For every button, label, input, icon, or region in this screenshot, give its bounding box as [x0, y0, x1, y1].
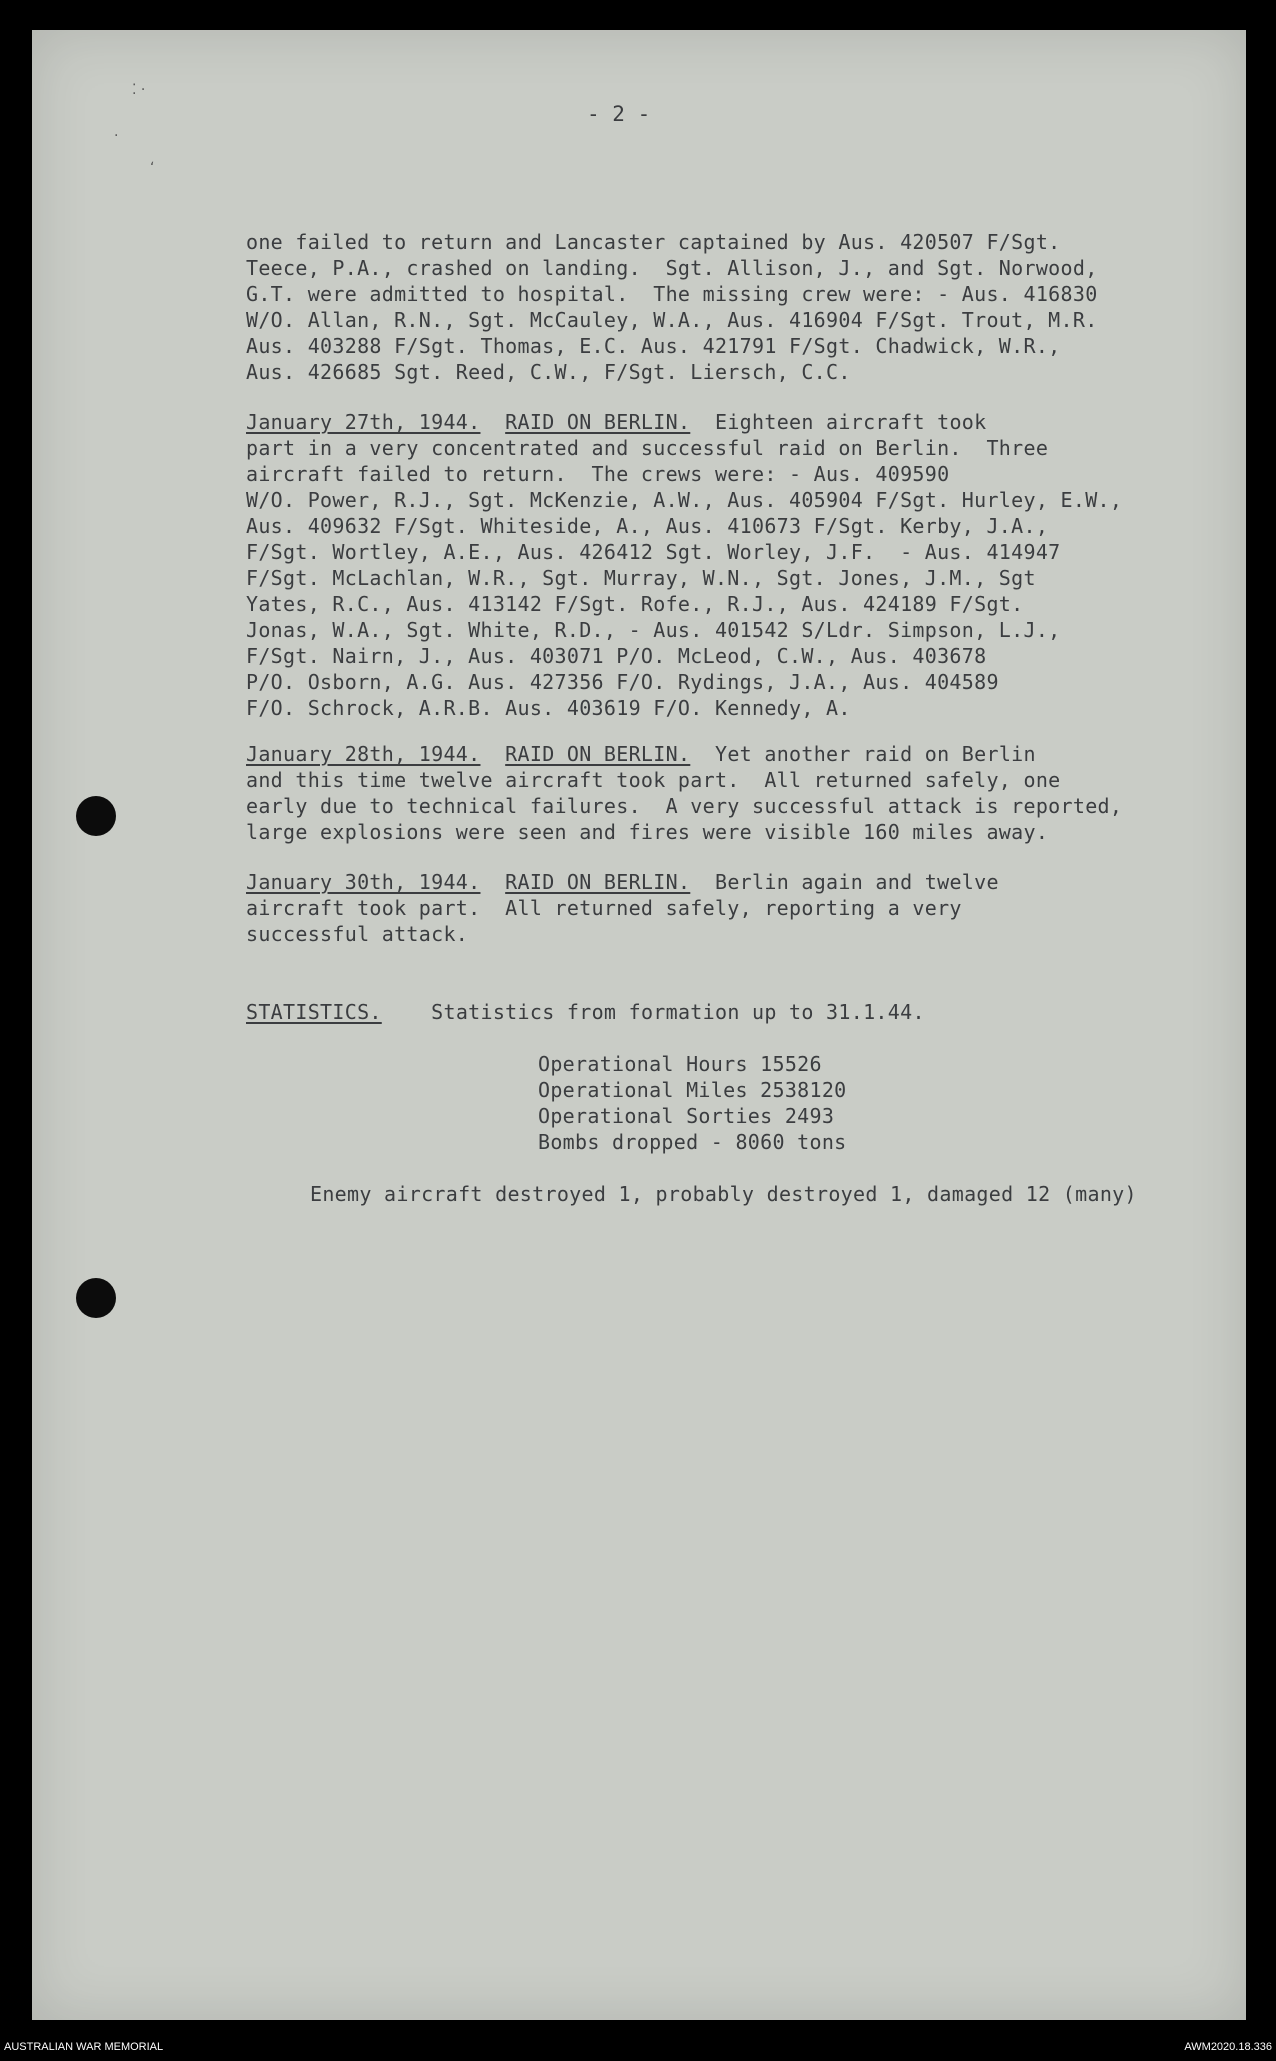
entry-header — [246, 742, 1036, 768]
entry-text: Eighteen aircraft took — [714, 410, 987, 434]
text-line: F/O. Schrock, A.R.B. Aus. 403619 F/O. Kennedy, A. — [246, 696, 851, 720]
statistics-enemy-aircraft: Enemy aircraft destroyed 1, probably destroyed 1, damaged 12 (many) — [310, 1182, 1137, 1206]
statistics-header — [246, 1000, 925, 1026]
text-line: one failed to return and Lancaster captained by Aus. 420507 F/Sgt. — [246, 230, 1061, 254]
text-line: F/Sgt. Wortley, A.E., Aus. 426412 Sgt. Worley, J.F. - Aus. 414947 — [246, 540, 1061, 564]
text-line: part in a very concentrated and successful raid on Berlin. Three — [246, 436, 1049, 460]
text-line: successful attack. — [246, 922, 469, 946]
footer-right: AWM2020.18.336 — [1184, 2041, 1272, 2053]
text-line: Yates, R.C., Aus. 413142 F/Sgt. Rofe., R.J., Aus. 424189 F/Sgt. — [246, 592, 1024, 616]
entry-date: January 27th, 1944. — [246, 410, 481, 434]
entry-date: January 30th, 1944. — [246, 870, 481, 894]
text-line: and this time twelve aircraft took part. All returned safely, one — [246, 768, 1061, 792]
statistics-intro: Statistics from formation up to 31.1.44. — [431, 1000, 925, 1024]
entry-header — [246, 870, 999, 896]
text-line: W/O. Allan, R.N., Sgt. McCauley, W.A., Aus. 416904 F/Sgt. Trout, M.R. — [246, 308, 1098, 332]
text-line: early due to technical failures. A very successful attack is reported, — [246, 794, 1123, 818]
entry-heading: RAID ON BERLIN. — [505, 870, 691, 894]
entry-header — [246, 410, 987, 436]
text-line: Aus. 403288 F/Sgt. Thomas, E.C. Aus. 421791 F/Sgt. Chadwick, W.R., — [246, 334, 1061, 358]
text-line: aircraft failed to return. The crews were: - Aus. 409590 — [246, 462, 950, 486]
text-line: W/O. Power, R.J., Sgt. McKenzie, A.W., Aus. 405904 F/Sgt. Hurley, E.W., — [246, 488, 1123, 512]
entry-heading: RAID ON BERLIN. — [505, 742, 691, 766]
text-line: aircraft took part. All returned safely, reporting a very — [246, 896, 962, 920]
text-line: Aus. 409632 F/Sgt. Whiteside, A., Aus. 410673 F/Sgt. Kerby, J.A., — [246, 514, 1049, 538]
statistics-item: Operational Sorties 2493 — [538, 1104, 835, 1128]
text-line: Jonas, W.A., Sgt. White, R.D., - Aus. 401542 S/Ldr. Simpson, L.J., — [246, 618, 1061, 642]
paper-mark: · — [114, 128, 119, 144]
entry-heading: RAID ON BERLIN. — [505, 410, 691, 434]
statistics-item: Operational Miles 2538120 — [538, 1078, 847, 1102]
text-line: F/Sgt. McLachlan, W.R., Sgt. Murray, W.N., Sgt. Jones, J.M., Sgt — [246, 566, 1036, 590]
text-line: Aus. 426685 Sgt. Reed, C.W., F/Sgt. Liersch, C.C. — [246, 360, 851, 384]
entry-text: Berlin again and twelve — [714, 870, 999, 894]
punch-hole-upper — [76, 796, 116, 836]
statistics-item: Operational Hours 15526 — [538, 1052, 822, 1076]
paper-mark: ʻ — [150, 160, 155, 176]
text-line: Teece, P.A., crashed on landing. Sgt. Allison, J., and Sgt. Norwood, — [246, 256, 1098, 280]
entry-date: January 28th, 1944. — [246, 742, 481, 766]
statistics-item: Bombs dropped - 8060 tons — [538, 1130, 847, 1154]
page-number: - 2 - — [587, 102, 651, 126]
paper-mark: ⁚ · — [132, 82, 146, 98]
text-line: F/Sgt. Nairn, J., Aus. 403071 P/O. McLeod, C.W., Aus. 403678 — [246, 644, 987, 668]
footer-left: AUSTRALIAN WAR MEMORIAL — [4, 2041, 164, 2053]
text-line: large explosions were seen and fires were visible 160 miles away. — [246, 820, 1049, 844]
text-line: P/O. Osborn, A.G. Aus. 427356 F/O. Rydings, J.A., Aus. 404589 — [246, 670, 999, 694]
punch-hole-lower — [76, 1278, 116, 1318]
entry-text: Yet another raid on Berlin — [714, 742, 1036, 766]
text-line: G.T. were admitted to hospital. The missing crew were: - Aus. 416830 — [246, 282, 1098, 306]
document-page — [32, 30, 1246, 2020]
statistics-heading: STATISTICS. — [246, 1000, 382, 1024]
